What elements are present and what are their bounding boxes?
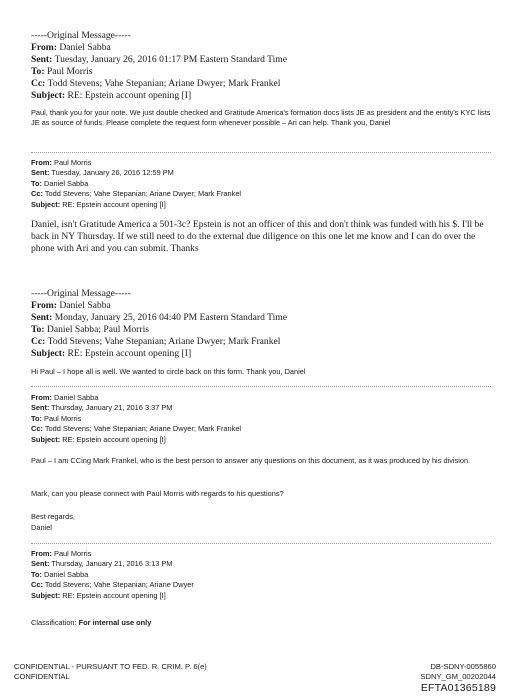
sent-line [31,168,493,178]
message-3-body: Hi Paul – I hope all is well. We wanted to circle back on this form. Thank you, Daniel [31,367,306,376]
subject-label: Subject: [31,434,61,444]
footer-left [14,662,207,682]
message-2-body: Daniel, isn't Gratitude America a 501-3c? Epstein is not an officer of this and don't think was funded with his $. I'll be back in NY Thursday. If we still need to do the external due diligence on this one let me know and I can do over the phone with Ari and you can submit. Thanks [31,219,484,254]
subject-label: Subject: [31,348,66,359]
cc-label: Cc: [31,424,43,434]
cc-value: Todd Stevens; Vahe Stepanian; Ariane Dwyer; Mark Frankel [47,78,281,89]
sent-value: Thursday, January 21, 2016 3:13 PM [51,559,173,569]
footer-right [420,662,496,694]
to-value: Daniel Sabba; Paul Morris [46,324,149,335]
cc-line [31,424,493,434]
cc-value: Todd Stevens; Vahe Stepanian; Ariane Dwyer; Mark Frankel [44,424,242,434]
from-line [31,42,493,54]
to-label: To: [31,178,42,188]
efta-number: EFTA01365189 [420,682,496,694]
from-label: From: [31,549,52,558]
from-label: From: [31,42,57,53]
separator [31,386,491,387]
message-4-body-2: Mark, can you please connect with Paul Morris with regards to his questions? [31,489,284,498]
cc-label: Cc: [31,580,43,590]
subject-line [31,90,493,102]
from-value: Daniel Sabba [59,300,111,311]
subject-value: RE: Epstein account opening [I] [67,90,192,101]
to-line [31,414,493,424]
cc-label: Cc: [31,336,46,347]
sent-line [31,54,493,66]
to-line [31,324,493,336]
original-message-divider: -----Original Message----- [31,288,131,299]
message-4-signature: Daniel [31,523,52,532]
original-message-divider: -----Original Message----- [31,30,131,41]
sent-label: Sent: [31,168,50,178]
to-value: Paul Morris [44,413,82,423]
from-line [31,300,493,312]
from-label: From: [31,158,52,167]
sent-value: Monday, January 25, 2016 04:40 PM Eastern Standard Time [54,312,288,323]
subject-line [31,348,493,360]
sent-value: Tuesday, January 26, 2016 01:17 PM Eastern Standard Time [54,54,288,65]
to-label: To: [31,66,45,77]
from-value: Daniel Sabba [59,42,111,53]
sent-label: Sent: [31,54,53,65]
subject-label: Subject: [31,90,66,101]
from-value: Paul Morris [54,158,92,167]
bates-number-1: DB-SDNY-0055860 [430,662,496,671]
classification [31,618,493,628]
sent-value: Tuesday, January 26, 2016 12:59 PM [51,168,174,178]
to-line [31,179,493,189]
cc-line [31,580,493,590]
to-value: Paul Morris [46,66,93,77]
cc-value: Todd Stevens; Vahe Stepanian; Ariane Dwyer; Mark Frankel [47,336,281,347]
subject-line [31,591,493,601]
to-label: To: [31,324,45,335]
subject-label: Subject: [31,590,61,600]
to-line [31,66,493,78]
sent-line [31,559,493,569]
message-5-header [31,549,493,601]
from-value: Paul Morris [54,549,92,558]
subject-value: RE: Epstein account opening [I] [67,348,192,359]
cc-value: Todd Stevens; Vahe Stepanian; Ariane Dwyer [44,580,194,590]
sent-line [31,312,493,324]
cc-value: Todd Stevens; Vahe Stepanian; Ariane Dwyer; Mark Frankel [44,189,242,199]
to-value: Daniel Sabba [44,178,89,188]
subject-line [31,435,493,445]
cc-label: Cc: [31,189,43,199]
sent-label: Sent: [31,559,50,569]
classification-label: Classification: [31,618,77,627]
to-label: To: [31,413,42,423]
subject-value: RE: Epstein account opening [I] [62,434,166,444]
message-4-header [31,393,493,445]
cc-label: Cc: [31,78,46,89]
from-label: From: [31,300,57,311]
to-line [31,570,493,580]
separator [31,543,491,544]
bates-number-2: SDNY_GM_00202044 [420,672,496,681]
message-2-header [31,158,493,210]
sent-line [31,403,493,413]
sent-value: Thursday, January 21, 2016 3:37 PM [51,403,173,413]
to-label: To: [31,569,42,579]
cc-line [31,189,493,199]
confidential-label: CONFIDENTIAL [14,672,70,681]
cc-line [31,336,493,348]
sent-label: Sent: [31,312,53,323]
cc-line [31,78,493,90]
from-label: From: [31,393,52,402]
from-line [31,549,493,559]
subject-label: Subject: [31,199,61,209]
message-4-body-1: Paul – I am CCing Mark Frankel, who is the best person to answer any questions on this document, as it was produced by his division. [31,456,471,465]
from-value: Daniel Sabba [54,393,99,402]
message-1-body: Paul, thank you for your note. We just double checked and Gratitude America's formation docs lists JE as president and the entity's KYC lists JE as source of funds. Please complete the request form whenever possible – Ari can help. Thank you, Daniel [31,108,491,128]
from-line [31,158,493,168]
confidential-notice: CONFIDENTIAL - PURSUANT TO FED. R. CRIM. P. 6(e) [14,662,207,671]
to-value: Daniel Sabba [44,569,89,579]
subject-line [31,200,493,210]
message-4-closing: Best regards, [31,512,75,521]
message-3-header [31,288,493,360]
subject-value: RE: Epstein account opening [I] [62,199,166,209]
from-line [31,393,493,403]
classification-value: For internal use only [78,618,152,627]
sent-label: Sent: [31,403,50,413]
separator [31,152,491,153]
subject-value: RE: Epstein account opening [I] [62,590,166,600]
message-1-header [31,30,493,102]
